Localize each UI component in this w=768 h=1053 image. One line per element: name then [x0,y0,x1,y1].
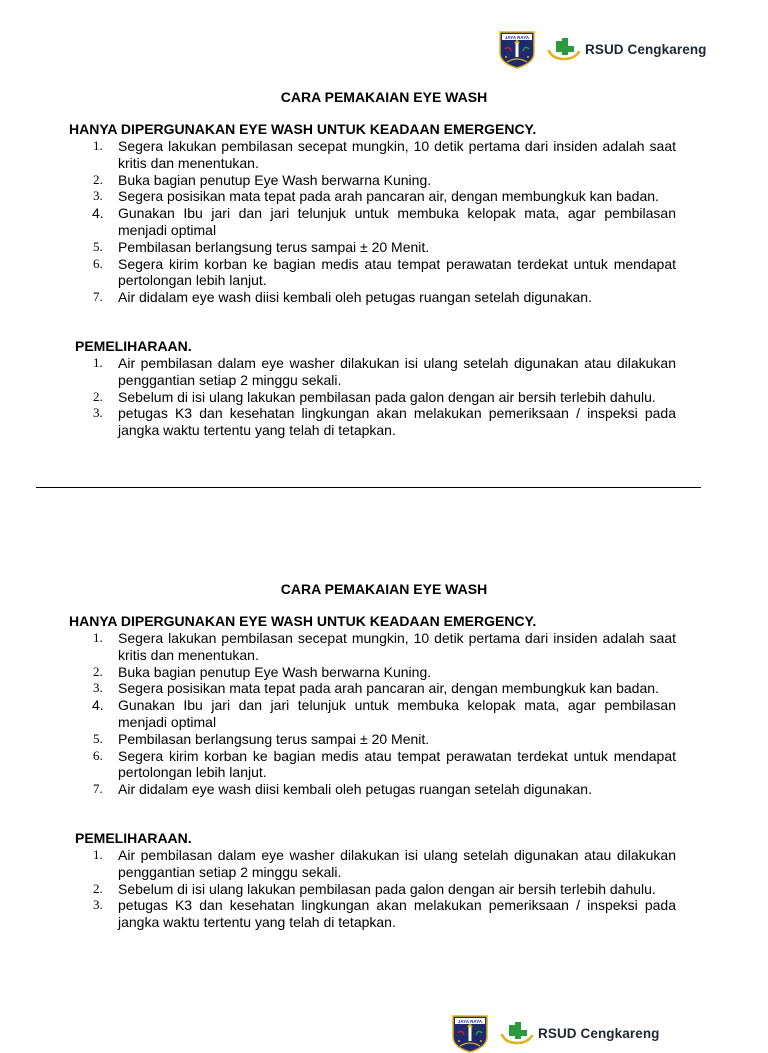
usage-heading: HANYA DIPERGUNAKAN EYE WASH UNTUK KEADAAN EMERGENCY. [69,613,537,629]
hospital-cross-icon [500,1021,534,1045]
step-text: Air didalam eye wash diisi kembali oleh petugas ruangan setelah digunakan. [118,289,592,306]
step-text: Air pembilasan dalam eye washer dilakukan isi ulang setelah digunakan atau dilakukan penggantian setiap 2 minggu sekali. [118,355,676,388]
list-item [86,847,676,881]
step-text: Pembilasan berlangsung terus sampai ± 20 Menit. [118,238,430,255]
list-item [86,748,676,782]
step-number: 1. [93,138,103,153]
step-text: petugas K3 dan kesehatan lingkungan akan melakukan pemeriksaan / inspeksi pada jangka waktu tertentu yang telah di tetapkan. [118,405,676,439]
document-title: CARA PEMAKAIAN EYE WASH [280,581,488,597]
maintenance-heading: PEMELIHARAAN. [75,830,192,846]
step-number: 5. [93,238,103,254]
step-text: petugas K3 dan kesehatan lingkungan akan melakukan pemeriksaan / inspeksi pada jangka waktu tertentu yang telah di tetapkan. [118,897,676,931]
list-item [86,881,676,898]
step-text: Gunakan Ibu jari dan jari telunjuk untuk membuka kelopak mata, agar pembilasan menjadi optimal [118,697,676,730]
usage-steps [86,138,676,306]
jakarta-emblem-icon [450,1013,490,1053]
list-item [86,172,676,189]
step-text: Segera lakukan pembilasan secepat mungkin, 10 detik pertama dari insiden adalah saat kritis dan menentukan. [118,630,676,663]
step-text: Buka bagian penutup Eye Wash berwarna Kuning. [118,171,432,188]
document-title: CARA PEMAKAIAN EYE WASH [280,89,488,105]
usage-steps [86,630,676,798]
list-item [86,389,676,406]
list-item [86,630,676,664]
list-item [86,289,676,306]
emblem-text: JAYA RAYA [504,35,530,40]
list-item [86,697,676,731]
hospital-cross-icon [547,37,581,61]
step-text: Pembilasan berlangsung terus sampai ± 20 Menit. [118,730,430,747]
step-number: 7. [93,289,103,305]
step-text: Gunakan Ibu jari dan jari telunjuk untuk membuka kelopak mata, agar pembilasan menjadi optimal [118,205,676,238]
step-number: 3. [93,188,103,204]
step-text: Segera lakukan pembilasan secepat mungkin, 10 detik pertama dari insiden adalah saat kritis dan menentukan. [118,138,676,171]
header-logos [450,1013,660,1053]
list-item [86,188,676,205]
list-item [86,256,676,290]
step-number: 7. [93,781,103,797]
step-text: Segera posisikan mata tepat pada arah pancaran air, dengan membungkuk kan badan. [118,680,659,697]
step-number: 2. [93,880,103,896]
step-text: Sebelum di isi ulang lakukan pembilasan pada galon dengan air bersih terlebih dahulu. [118,388,656,405]
maintenance-heading: PEMELIHARAAN. [75,338,192,354]
list-item [86,355,676,389]
step-text: Air pembilasan dalam eye washer dilakukan isi ulang setelah digunakan atau dilakukan penggantian setiap 2 minggu sekali. [118,847,676,880]
step-text: Sebelum di isi ulang lakukan pembilasan pada galon dengan air bersih terlebih dahulu. [118,880,656,897]
list-item [86,138,676,172]
usage-heading: HANYA DIPERGUNAKAN EYE WASH UNTUK KEADAAN EMERGENCY. [69,121,537,137]
maintenance-steps [86,847,676,931]
list-item [86,781,676,798]
step-text: Buka bagian penutup Eye Wash berwarna Kuning. [118,663,432,680]
hospital-name: RSUD Cengkareng [538,1025,660,1041]
jakarta-emblem-icon [497,29,537,69]
step-number: 6. [93,747,103,763]
list-item [86,731,676,748]
step-text: Segera posisikan mata tepat pada arah pancaran air, dengan membungkuk kan badan. [118,188,659,205]
step-number: 1. [93,847,103,862]
step-number: 2. [93,171,103,187]
step-number: 1. [93,630,103,645]
step-number: 3. [93,680,103,696]
step-number: 4. [92,697,104,714]
step-number: 6. [93,255,103,271]
step-number: 2. [93,663,103,679]
step-number: 3. [93,405,103,421]
header-logos [497,29,707,69]
step-number: 1. [93,355,103,370]
step-number: 5. [93,730,103,746]
list-item [86,680,676,697]
cut-line-divider [36,487,701,488]
hospital-name: RSUD Cengkareng [585,41,707,57]
step-number: 4. [92,205,104,222]
step-text: Segera kirim korban ke bagian medis atau tempat perawatan terdekat untuk mendapat pertolongan lebih lanjut. [118,747,676,781]
maintenance-steps [86,355,676,439]
hospital-logo [500,1021,660,1045]
list-item [86,664,676,681]
list-item [86,239,676,256]
list-item [86,405,676,439]
step-number: 3. [93,897,103,913]
hospital-logo [547,37,707,61]
step-number: 2. [93,388,103,404]
list-item [86,897,676,931]
emblem-text: JAYA RAYA [457,1019,483,1024]
step-text: Segera kirim korban ke bagian medis atau tempat perawatan terdekat untuk mendapat pertolongan lebih lanjut. [118,255,676,289]
step-text: Air didalam eye wash diisi kembali oleh petugas ruangan setelah digunakan. [118,781,592,798]
list-item [86,205,676,239]
